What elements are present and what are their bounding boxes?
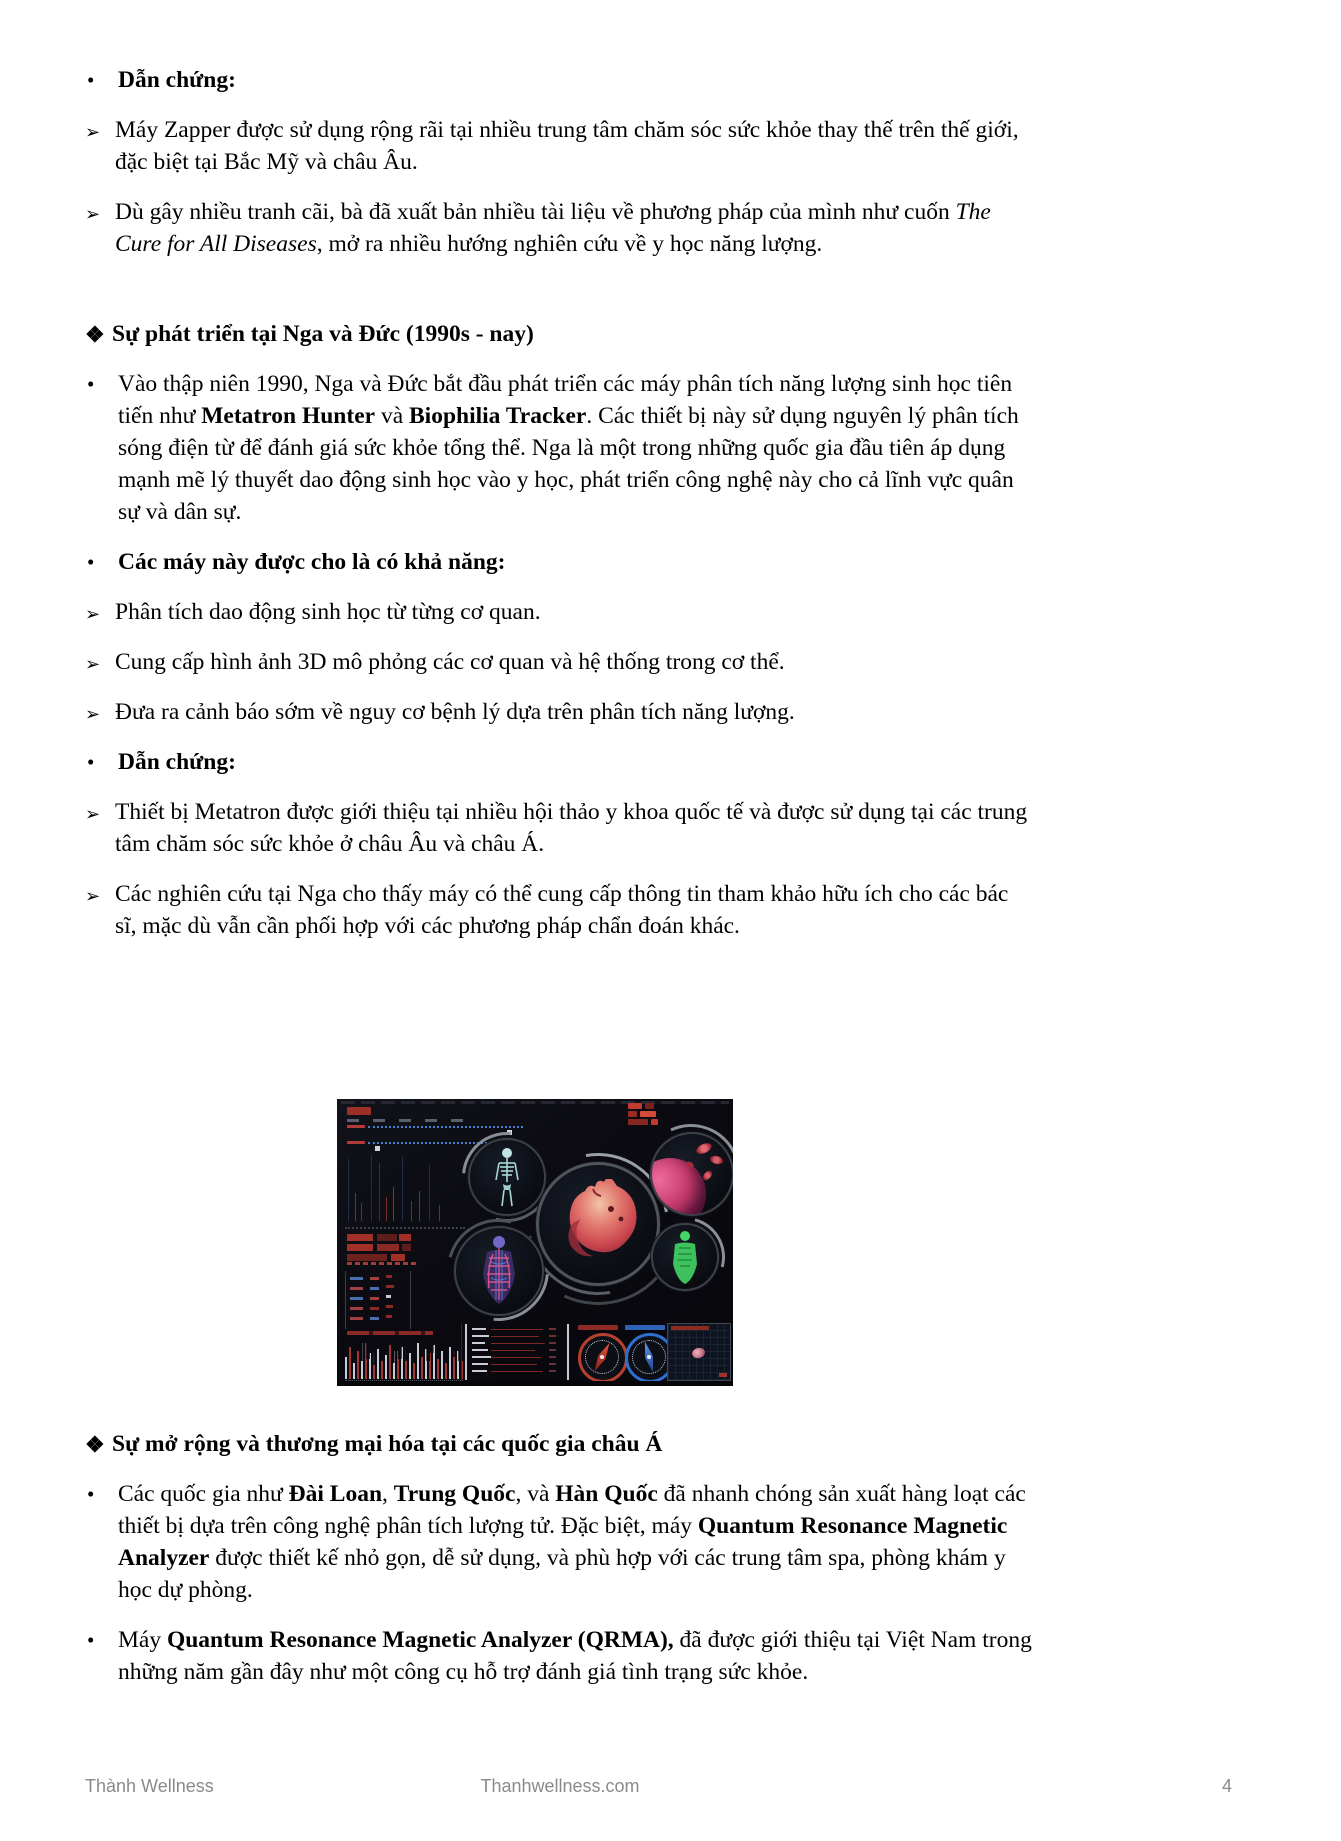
red-gauge-label — [578, 1325, 618, 1330]
sub-bullet-item — [85, 114, 1035, 178]
gauge-red-icon — [578, 1333, 628, 1383]
arrow-bullet-icon: ➢ — [85, 604, 101, 624]
text-run-group: Dẫn chứng: — [118, 749, 236, 775]
hud-menu-row — [347, 1119, 467, 1122]
sub-bullet-item — [85, 696, 1035, 728]
hud-red-bar-rows — [347, 1234, 439, 1260]
text-run-group: Dẫn chứng: — [118, 67, 236, 93]
section-heading — [85, 1428, 1035, 1460]
bullet-dot-icon: • — [87, 550, 95, 574]
bullet-dot-icon: • — [87, 372, 95, 396]
sub-bullet-item — [85, 596, 1035, 628]
hud-histogram — [345, 1339, 463, 1379]
hud-divider — [461, 1323, 462, 1380]
bullet-dot-icon: • — [87, 750, 95, 774]
hud-red-button — [347, 1107, 371, 1115]
hud-bottom-strip — [337, 1381, 733, 1386]
bullet-item — [85, 64, 1035, 96]
bullet-item — [85, 746, 1035, 778]
text-run-group: Vào thập niên 1990, Nga và Đức bắt đầu phát triển các máy phân tích năng lượng sinh học tiên tiến như Metatron Hunter và Biophilia Tracker. Các thiết bị này sử dụng nguyên lý phân tích sóng điện từ để đánh giá sức khỏe tổng thể. Nga là một trong những quốc gia đầu tiên áp dụng mạnh mẽ lý thuyết dao động sinh học vào y học, phát triển công nghệ này cho cả lĩnh vực quân sự và dân sự. — [118, 371, 1019, 525]
page-footer — [85, 1776, 1232, 1806]
section-heading — [85, 318, 1035, 350]
diamond-bullet-icon: ❖ — [85, 322, 105, 347]
sub-bullet-item — [85, 878, 1035, 942]
text-run-group: Sự mở rộng và thương mại hóa tại các quốc gia châu Á — [112, 1431, 663, 1457]
diamond-bullet-icon: ❖ — [85, 1432, 105, 1457]
sub-bullet-item — [85, 646, 1035, 678]
footer-website: Thanhwellness.com — [480, 1776, 640, 1796]
bullet-dot-icon: • — [87, 1482, 95, 1506]
text-run-group: Các nghiên cứu tại Nga cho thấy máy có thể cung cấp thông tin tham khảo hữu ích cho các bác sĩ, mặc dù vẫn cần phối hợp với các phương pháp chẩn đoán khác. — [115, 881, 1009, 939]
document-body — [85, 0, 1035, 1706]
footer-page-number: 4 — [1221, 1776, 1232, 1796]
text-run-group: Thiết bị Metatron được giới thiệu tại nhiều hội thảo y khoa quốc tế và được sử dụng tại các trung tâm chăm sóc sức khỏe ở châu Âu và châu Á. — [115, 799, 1028, 857]
hud-top-strip — [341, 1101, 729, 1104]
text-run-group: Đưa ra cảnh báo sớm về nguy cơ bệnh lý dựa trên phân tích năng lượng. — [115, 699, 795, 725]
text-run-group: Các máy này được cho là có khả năng: — [118, 549, 506, 575]
hud-data-box — [345, 1271, 411, 1329]
bullet-dot-icon: • — [87, 68, 95, 92]
text-run-group: Sự phát triển tại Nga và Đức (1990s - nay) — [112, 321, 534, 347]
cell-grid-panel — [667, 1323, 731, 1381]
text-run-group: Các quốc gia như Đài Loan, Trung Quốc, và Hàn Quốc đã nhanh chóng sản xuất hàng loạt các thiết bị dựa trên công nghệ phân tích lượng tử. Đặc biệt, máy Quantum Resonance Magnetic Analyzer được thiết kế nhỏ gọn, dễ sử dụng, và phù hợp với các trung tâm spa, phòng khám y học dự phòng. — [118, 1481, 1026, 1603]
bullet-item — [85, 368, 1035, 528]
arrow-bullet-icon: ➢ — [85, 654, 101, 674]
green-body-circle — [651, 1223, 719, 1291]
hud-line-chart — [345, 1151, 475, 1229]
embedded-figure-medical-dashboard — [337, 1099, 733, 1386]
cell-blob-icon — [691, 1346, 706, 1359]
arrow-bullet-icon: ➢ — [85, 704, 101, 724]
bullet-item — [85, 546, 1035, 578]
text-blocks-before-figure — [85, 64, 1035, 942]
text-blocks-after-figure — [85, 1428, 1035, 1688]
text-run-group: Cung cấp hình ảnh 3D mô phỏng các cơ quan và hệ thống trong cơ thể. — [115, 649, 785, 675]
medical-hud-image — [337, 1099, 733, 1386]
bullet-item — [85, 1478, 1035, 1606]
paragraph-spacer — [85, 278, 1035, 300]
hud-transform-label-list — [465, 1324, 569, 1380]
hud-long-red-bar — [347, 1331, 433, 1335]
sub-bullet-item — [85, 196, 1035, 260]
hud-dotted-row — [347, 1262, 417, 1265]
arrow-bullet-icon: ➢ — [85, 886, 101, 906]
footer-author: Thành Wellness — [85, 1776, 214, 1796]
blue-gauge-label — [625, 1325, 665, 1330]
arrow-bullet-icon: ➢ — [85, 204, 101, 224]
circulatory-body-circle — [454, 1226, 544, 1316]
hud-slider-1 — [347, 1124, 527, 1129]
sub-bullet-item — [85, 796, 1035, 860]
text-run-group: Máy Zapper được sử dụng rộng rãi tại nhiều trung tâm chăm sóc sức khỏe thay thế trên thế giới, đặc biệt tại Bắc Mỹ và châu Âu. — [115, 117, 1019, 175]
arrow-bullet-icon: ➢ — [85, 122, 101, 142]
text-run-group: Máy Quantum Resonance Magnetic Analyzer (QRMA), đã được giới thiệu tại Việt Nam trong những năm gần đây như một công cụ hỗ trợ đánh giá tình trạng sức khỏe. — [118, 1627, 1032, 1685]
bullet-item — [85, 1624, 1035, 1688]
bullet-dot-icon: • — [87, 1628, 95, 1652]
text-run-group: Dù gây nhiều tranh cãi, bà đã xuất bản nhiều tài liệu về phương pháp của mình như cuốn The Cure for All Diseases, mở ra nhiều hướng nghiên cứu về y học năng lượng. — [115, 199, 991, 257]
hud-red-block-cluster — [628, 1103, 662, 1127]
hud-red-label-column — [563, 1324, 576, 1380]
text-run-group: Phân tích dao động sinh học từ từng cơ quan. — [115, 599, 541, 625]
arrow-bullet-icon: ➢ — [85, 804, 101, 824]
